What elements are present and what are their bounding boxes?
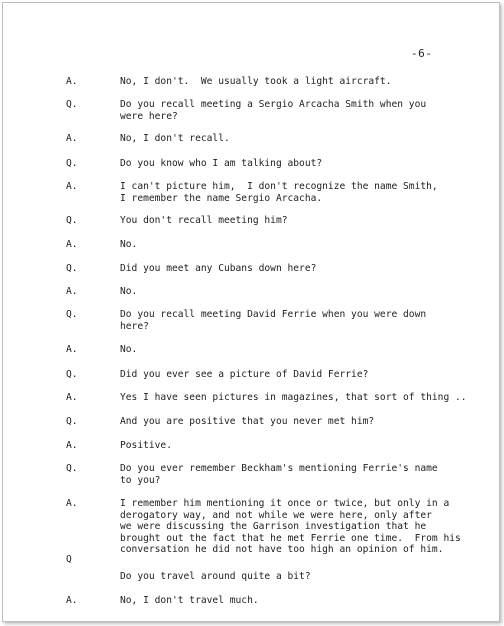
- transcript-text: Did you meet any Cubans down here?: [120, 263, 317, 274]
- document-page: [2, 2, 500, 622]
- speaker-label: A.: [66, 133, 78, 144]
- transcript-text: No, I don't travel much.: [120, 595, 259, 606]
- transcript-text: No.: [120, 239, 138, 250]
- speaker-label: Q.: [66, 463, 78, 474]
- transcript-text: Did you ever see a picture of David Ferrie?: [120, 369, 369, 380]
- speaker-label: Q: [66, 554, 72, 565]
- speaker-label: A.: [66, 498, 78, 509]
- transcript-text: No, I don't recall.: [120, 133, 230, 144]
- transcript-text: derogatory way, and not while we were here, only after: [120, 509, 432, 521]
- transcript-text: to you?: [120, 474, 161, 486]
- transcript-text: Do you know who I am talking about?: [120, 158, 323, 169]
- transcript-text: No.: [120, 286, 138, 297]
- speaker-label: A.: [66, 392, 78, 403]
- speaker-label: Q.: [66, 263, 78, 274]
- transcript-text: And you are positive that you never met him?: [120, 416, 375, 427]
- transcript-text: You don't recall meeting him?: [120, 215, 288, 226]
- transcript-text: were here?: [120, 110, 178, 122]
- transcript-text: Yes I have seen pictures in magazines, that sort of thing ..: [120, 392, 467, 403]
- transcript-text: Do you recall meeting a Sergio Arcacha Smith when you: [120, 99, 427, 110]
- transcript-text: No, I don't. We usually took a light aircraft.: [120, 76, 392, 87]
- transcript-text: No.: [120, 344, 138, 355]
- speaker-label: A.: [66, 181, 78, 192]
- transcript-text: here?: [120, 320, 149, 332]
- transcript-text: Do you recall meeting David Ferrie when you were down: [120, 309, 427, 320]
- speaker-label: A.: [66, 76, 78, 87]
- speaker-label: Q.: [66, 369, 78, 380]
- transcript-text: Do you travel around quite a bit?: [120, 571, 311, 582]
- transcript-text: Do you ever remember Beckham's mentioning Ferrie's name: [120, 463, 438, 474]
- speaker-label: A.: [66, 595, 78, 606]
- speaker-label: A.: [66, 440, 78, 451]
- page-number: -6-: [411, 47, 433, 60]
- speaker-label: Q.: [66, 99, 78, 110]
- speaker-label: Q.: [66, 416, 78, 427]
- transcript-text: conversation he did not have too high an opinion of him.: [120, 544, 444, 555]
- transcript-text: Positive.: [120, 440, 172, 451]
- speaker-label: A.: [66, 239, 78, 250]
- transcript-text: I remember the name Sergio Arcacha.: [120, 192, 323, 204]
- speaker-label: A.: [66, 344, 78, 355]
- speaker-label: Q.: [66, 215, 78, 226]
- speaker-label: Q.: [66, 309, 78, 320]
- speaker-label: A.: [66, 286, 78, 297]
- transcript-text: brought out the fact that he met Ferrie one time. From his: [120, 532, 461, 544]
- transcript-text: I remember him mentioning it once or twice, but only in a: [120, 498, 450, 509]
- transcript-text: I can't picture him, I don't recognize the name Smith,: [120, 181, 438, 192]
- speaker-label: Q.: [66, 158, 78, 169]
- transcript-text: we were discussing the Garrison investigation that he: [120, 521, 427, 532]
